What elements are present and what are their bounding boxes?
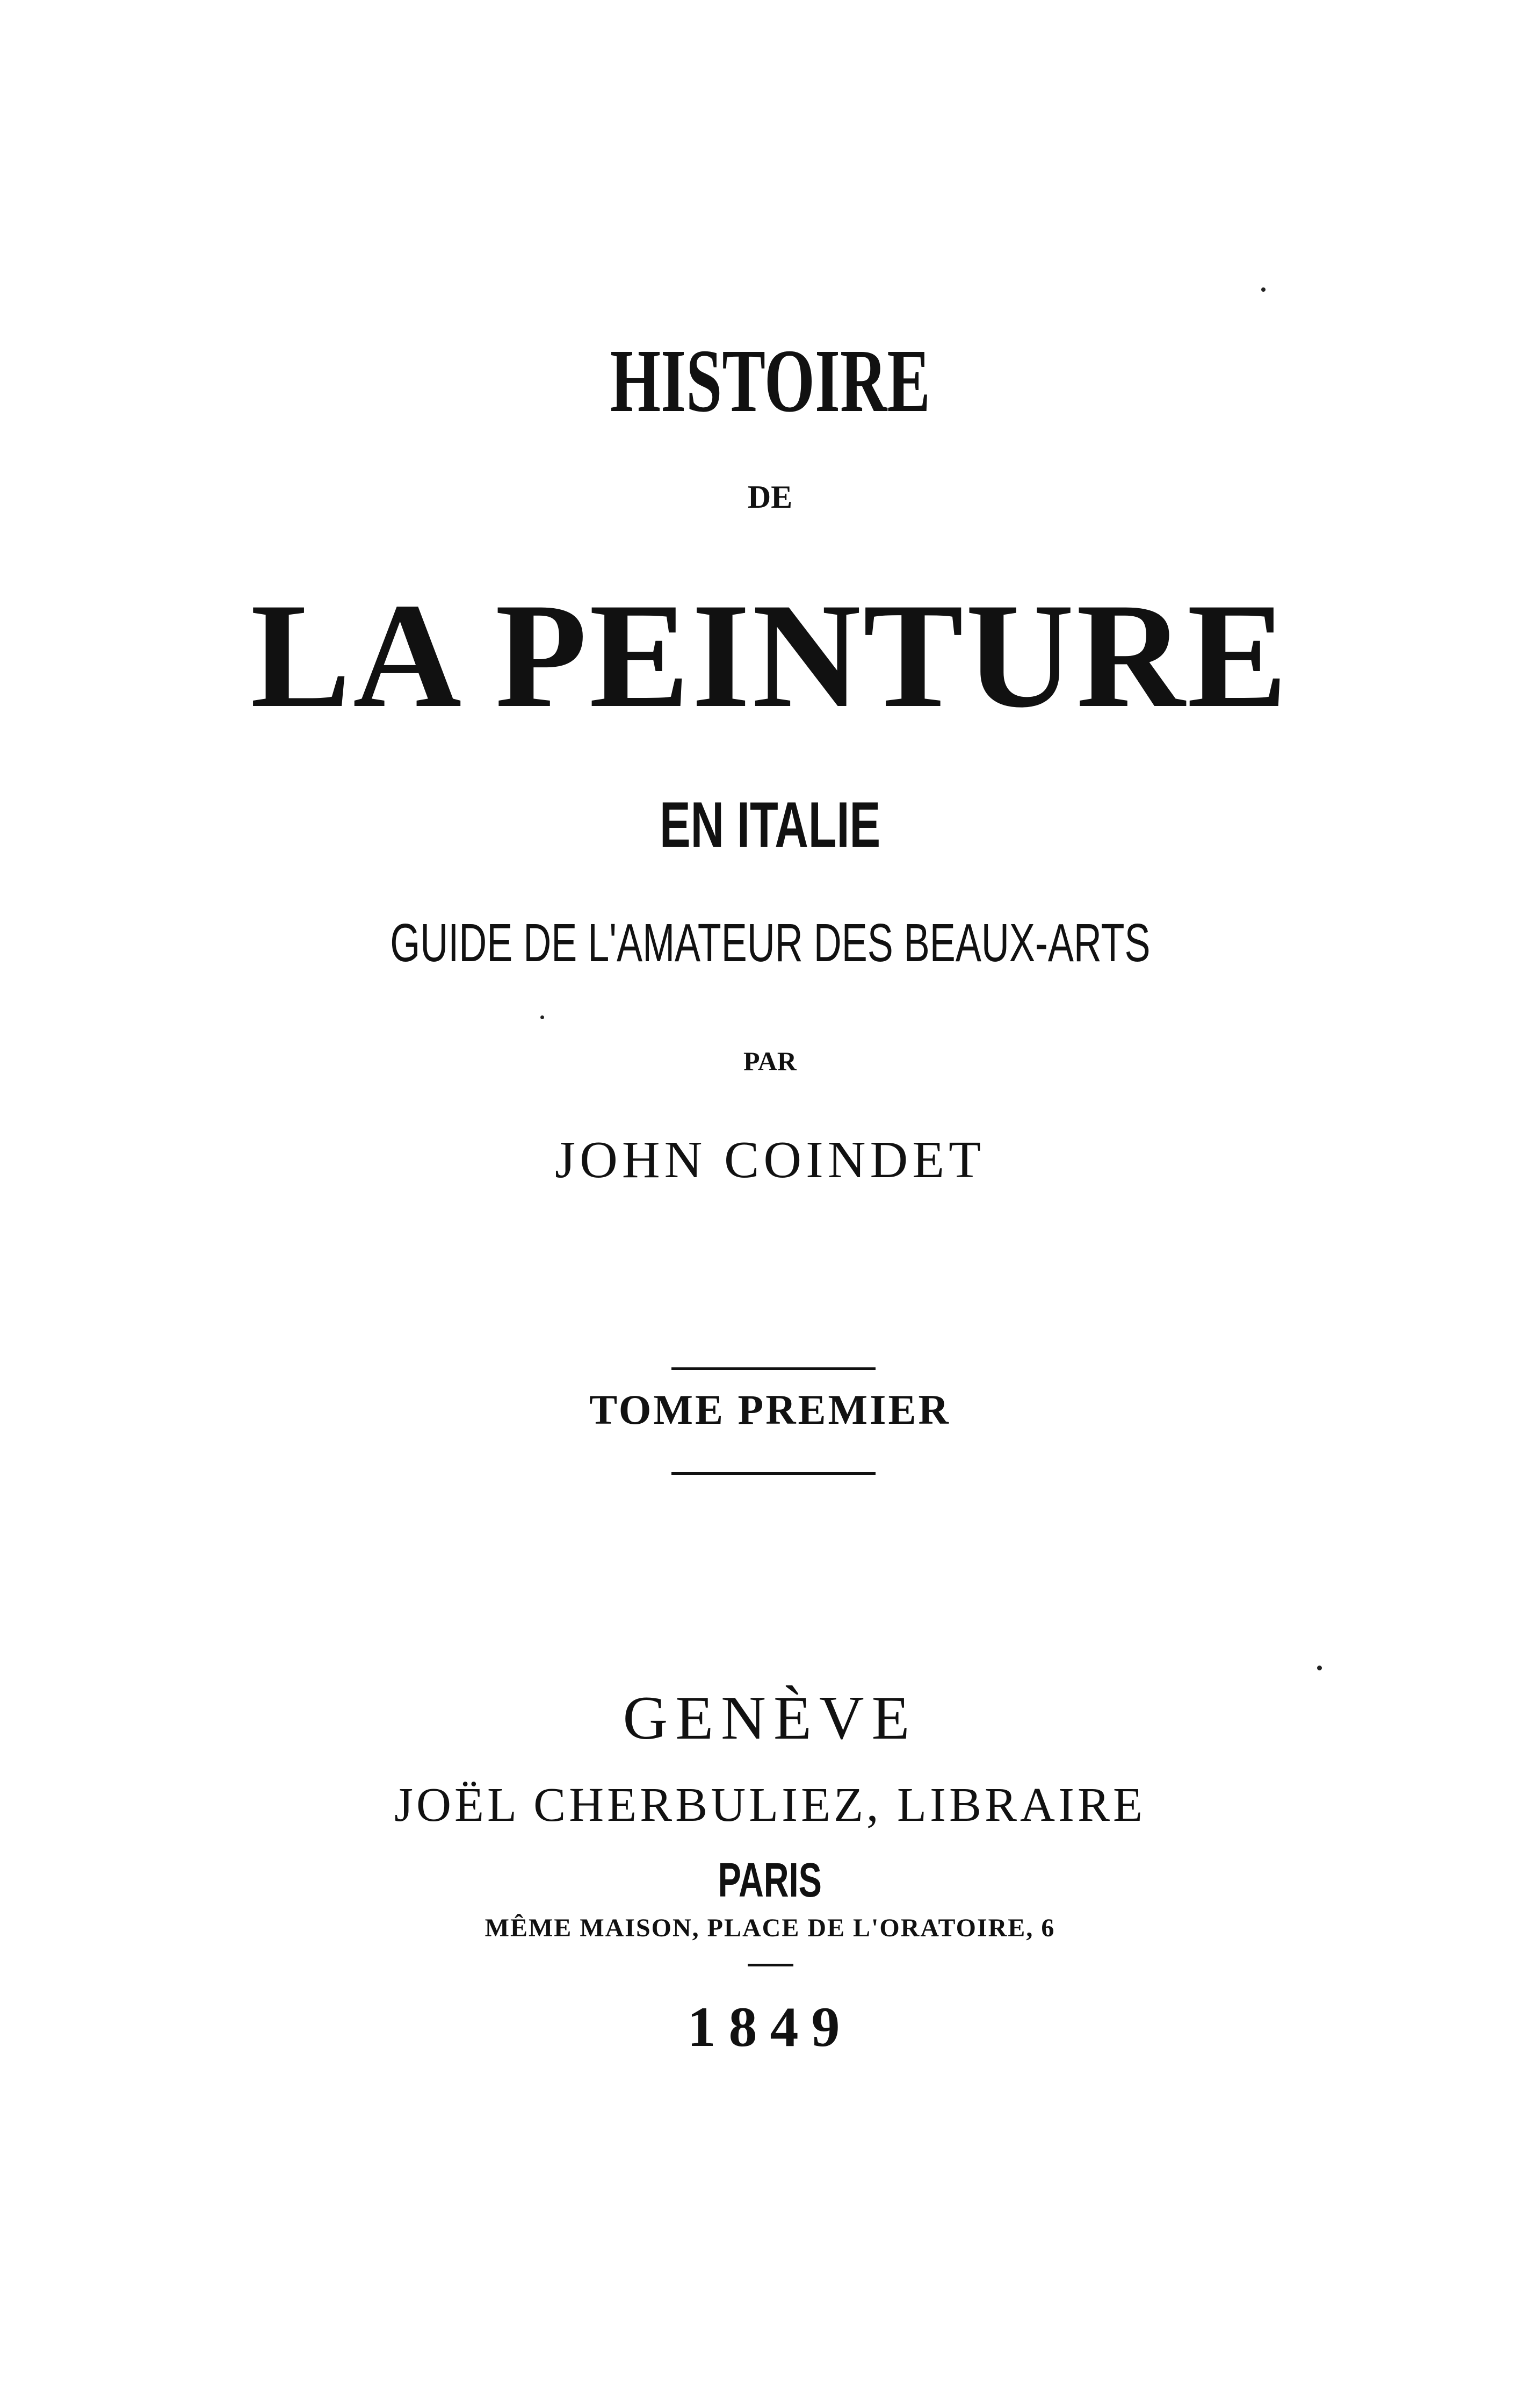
subtitle: GUIDE DE L'AMATEUR DES BEAUX-ARTS [389, 913, 1151, 973]
imprint-second-city: PARIS [718, 1854, 822, 1907]
ink-speck [1317, 1666, 1322, 1670]
imprint-publisher: JOËL CHERBULIEZ, LIBRAIRE [394, 1778, 1146, 1832]
title-la-peinture: LA PEINTURE [250, 572, 1290, 739]
imprint-rule [748, 1964, 793, 1966]
volume-label: TOME PREMIER [589, 1386, 951, 1433]
title-histoire: HISTOIRE [610, 331, 930, 431]
ink-speck [540, 1015, 544, 1019]
volume-rule-bottom [671, 1472, 876, 1475]
author-name: JOHN COINDET [555, 1131, 985, 1189]
volume-rule-top [671, 1367, 876, 1370]
ink-speck [1261, 287, 1266, 292]
imprint-address: MÊME MAISON, PLACE DE L'ORATOIRE, 6 [485, 1914, 1055, 1942]
by-line: PAR [743, 1046, 797, 1076]
title-en-italie: EN ITALIE [659, 789, 881, 861]
imprint-city: GENÈVE [623, 1684, 917, 1753]
title-de: DE [747, 479, 793, 515]
imprint-year: 1849 [687, 1995, 853, 2058]
